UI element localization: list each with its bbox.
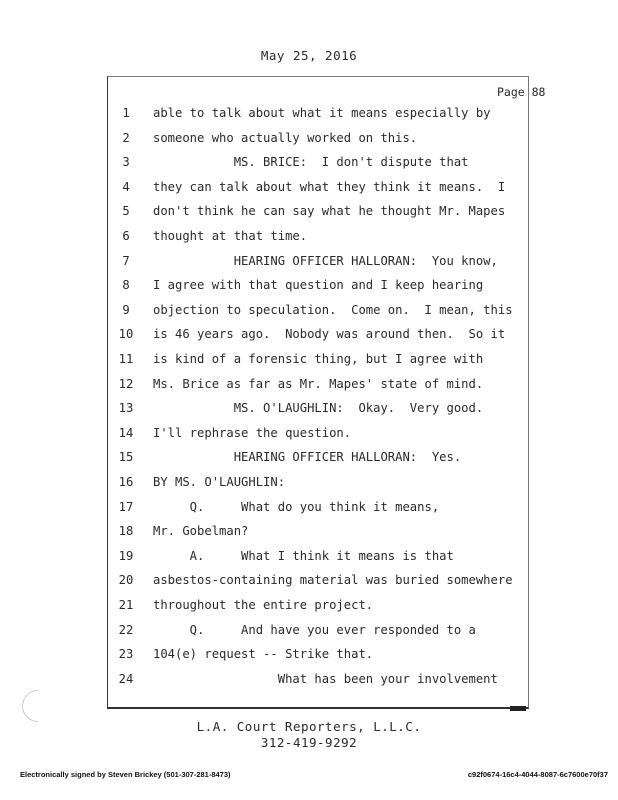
line-number: 11 (118, 352, 134, 366)
line-number: 18 (118, 524, 134, 539)
line-text: they can talk about what they think it means. I (153, 179, 506, 194)
line-number: 15 (118, 450, 134, 465)
line-text: Q. And have you ever responded to a (153, 622, 476, 637)
transcript-line (0, 524, 618, 548)
line-text: asbestos-containing material was buried somewhere (153, 573, 513, 588)
line-text: I'll rephrase the question. (153, 425, 352, 440)
line-text: someone who actually worked on this. (153, 130, 418, 145)
court-reporter-name: L.A. Court Reporters, L.L.C. (196, 719, 422, 734)
transcript-line (0, 598, 618, 622)
transcript-line (0, 278, 618, 302)
transcript-line (0, 254, 618, 278)
line-text: A. What I think it means is that (153, 548, 454, 563)
transcript-line (0, 131, 618, 155)
line-number: 1 (122, 106, 130, 120)
line-text: objection to speculation. Come on. I mean, this (153, 302, 513, 317)
line-number: 4 (122, 179, 130, 194)
transcript-line (0, 573, 618, 597)
line-number: 20 (118, 573, 134, 588)
transcript-line (0, 500, 618, 524)
page-edge-tab (510, 706, 526, 711)
line-text: MS. BRICE: I don't dispute that (153, 155, 469, 170)
line-text: able to talk about what it means especially by (153, 106, 491, 120)
transcript-line (0, 204, 618, 228)
transcript-line (0, 327, 618, 351)
transcript-line (0, 426, 618, 450)
transcript-line (0, 106, 618, 130)
line-number: 7 (122, 253, 130, 268)
transcript-line (0, 475, 618, 499)
line-text: HEARING OFFICER HALLORAN: Yes. (153, 450, 462, 465)
line-text: HEARING OFFICER HALLORAN: You know, (153, 253, 498, 268)
electronic-signature: Electronically signed by Steven Brickey (501-307-281-8473) (20, 770, 231, 779)
line-text: is kind of a forensic thing, but I agree with (153, 352, 484, 366)
transcript-line (0, 352, 618, 376)
line-text: 104(e) request -- Strike that. (153, 647, 374, 662)
transcript-line (0, 377, 618, 401)
line-number: 19 (118, 548, 134, 563)
line-text: Ms. Brice as far as Mr. Mapes' state of mind. (153, 376, 484, 391)
line-text: Q. What do you think it means, (153, 499, 440, 514)
transcript-line (0, 155, 618, 179)
line-number: 14 (118, 425, 134, 440)
line-text: Mr. Gobelman? (153, 524, 249, 539)
transcript-line (0, 303, 618, 327)
line-number: 16 (118, 475, 134, 489)
transcript-line (0, 623, 618, 647)
page-number: Page 88 (497, 85, 546, 99)
line-text: What has been your involvement (153, 671, 498, 686)
transcript-date: May 25, 2016 (260, 48, 358, 63)
transcript-line (0, 647, 618, 671)
line-number: 5 (122, 204, 130, 219)
line-number: 13 (118, 401, 134, 416)
line-number: 23 (118, 647, 134, 662)
line-number: 8 (122, 278, 130, 293)
line-number: 3 (122, 155, 130, 170)
transcript-line (0, 229, 618, 253)
line-text: is 46 years ago. Nobody was around then. So it (153, 327, 506, 342)
line-number: 9 (122, 302, 130, 317)
line-text: BY MS. O'LAUGHLIN: (153, 475, 286, 489)
line-number: 22 (118, 622, 134, 637)
court-reporter-phone: 312-419-9292 (260, 735, 358, 750)
line-number: 2 (122, 130, 130, 145)
line-text: thought at that time. (153, 229, 308, 243)
line-text: throughout the entire project. (153, 598, 374, 612)
transcript-line (0, 401, 618, 425)
line-text: I agree with that question and I keep hearing (153, 278, 484, 293)
line-number: 6 (122, 229, 130, 243)
line-number: 12 (118, 376, 134, 391)
line-text: MS. O'LAUGHLIN: Okay. Very good. (153, 401, 484, 416)
line-number: 10 (118, 327, 134, 342)
transcript-line (0, 672, 618, 696)
line-number: 17 (118, 499, 134, 514)
line-number: 24 (118, 671, 134, 686)
transcript-line (0, 180, 618, 204)
document-id: c92f0674-16c4-4044-8087-6c7600e70f37 (467, 770, 608, 779)
transcript-line (0, 549, 618, 573)
line-number: 21 (118, 598, 134, 612)
line-text: don't think he can say what he thought Mr. Mapes (153, 204, 506, 219)
transcript-line (0, 450, 618, 474)
